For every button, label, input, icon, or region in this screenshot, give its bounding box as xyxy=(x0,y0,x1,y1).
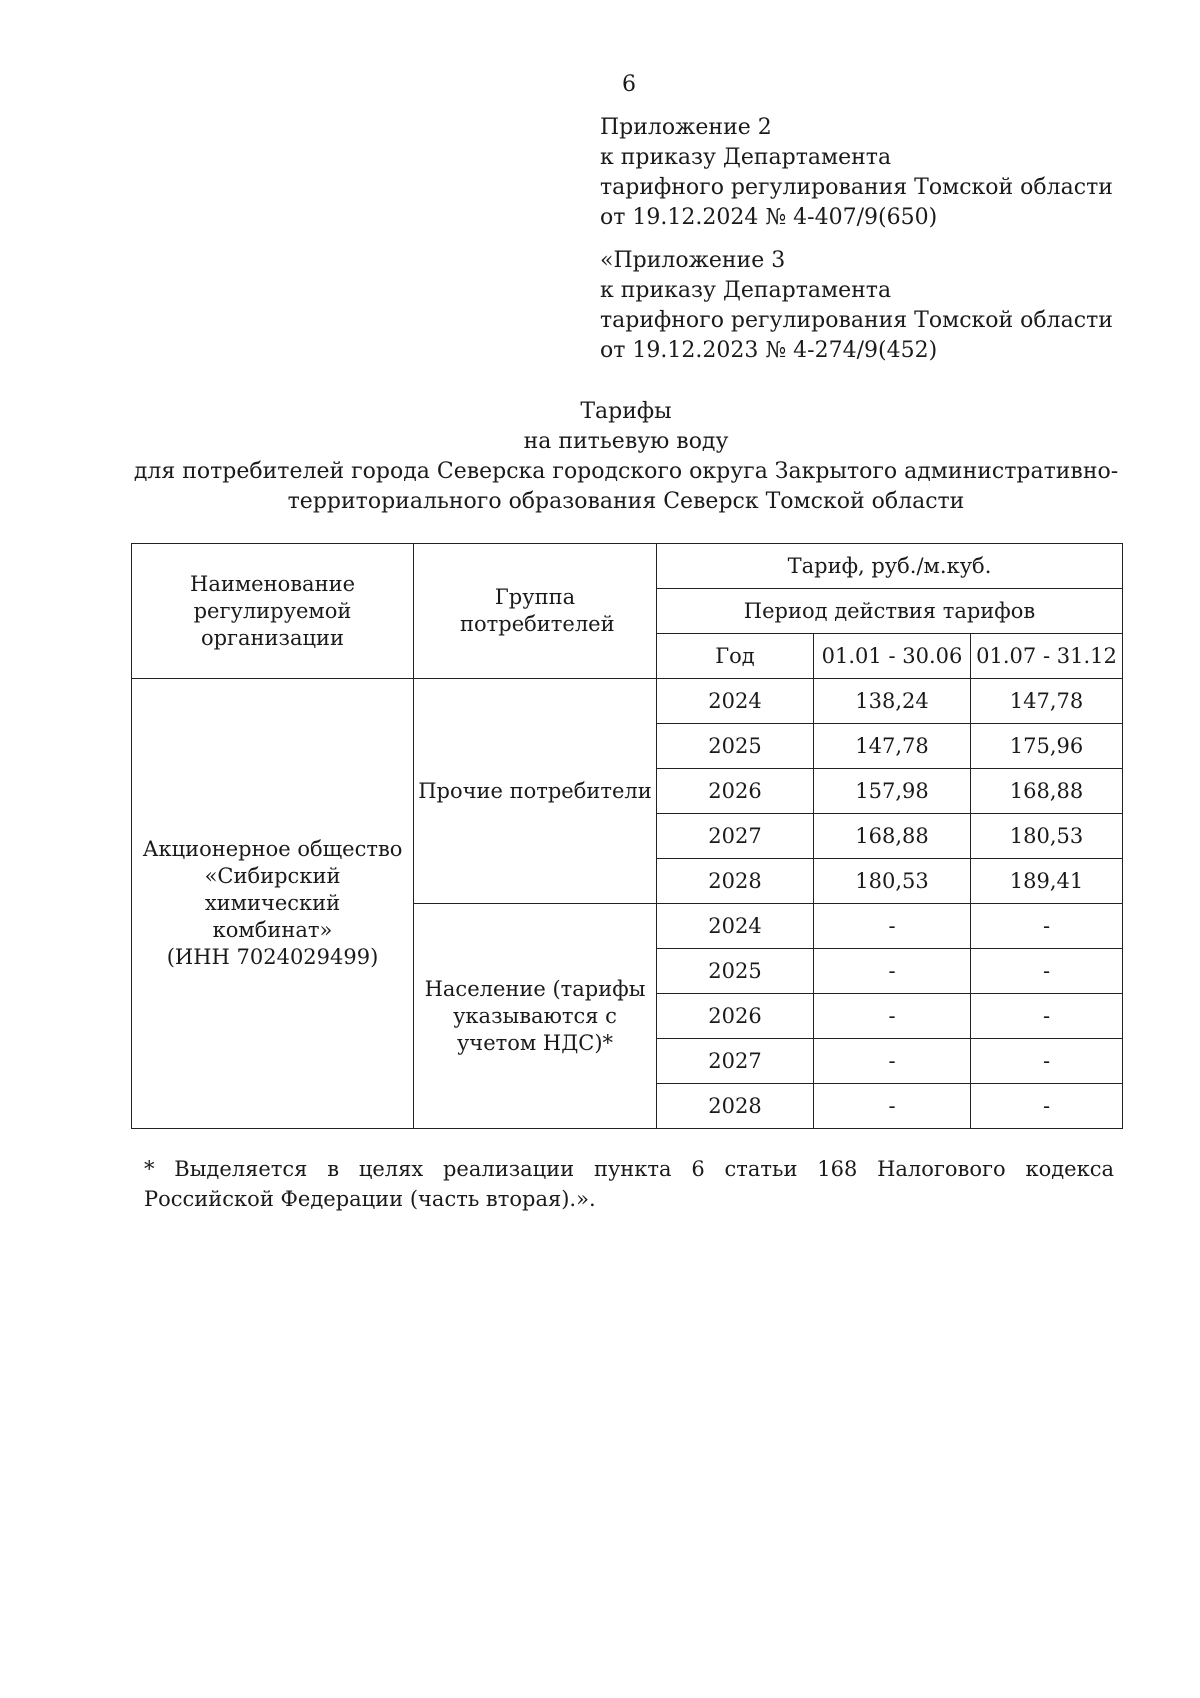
tariff-half1-cell: 138,24 xyxy=(814,679,971,724)
appendix-line: Приложение 2 xyxy=(600,115,772,140)
year-cell: 2028 xyxy=(657,859,814,904)
header-period: Период действия тарифов xyxy=(657,589,1123,634)
tariff-table xyxy=(131,543,1123,1129)
header-consumer-group-label: Группа потребителей xyxy=(460,585,615,636)
consumer-group-cell xyxy=(414,904,657,1129)
tariff-half2-cell: 180,53 xyxy=(971,814,1123,859)
header-consumer-group xyxy=(414,544,657,679)
tariff-half1-cell: - xyxy=(814,1039,971,1084)
appendix-reference-original xyxy=(600,246,1113,366)
appendix-reference-current xyxy=(600,113,1113,233)
year-cell: 2026 xyxy=(657,769,814,814)
organization-name-line: Акционерное общество xyxy=(142,837,403,861)
header-half2: 01.07 - 31.12 xyxy=(971,634,1123,679)
header-tariff: Тариф, руб./м.куб. xyxy=(657,544,1123,589)
tariff-half1-cell: - xyxy=(814,1084,971,1129)
header-half1: 01.01 - 30.06 xyxy=(814,634,971,679)
table-header-row xyxy=(132,544,1123,589)
tariff-half2-cell: - xyxy=(971,904,1123,949)
year-cell: 2026 xyxy=(657,994,814,1039)
header-year: Год xyxy=(657,634,814,679)
tariff-half1-cell: - xyxy=(814,904,971,949)
table-row xyxy=(132,679,1123,724)
organization-name-line: (ИНН 7024029499) xyxy=(166,945,379,969)
tariff-half1-cell: 168,88 xyxy=(814,814,971,859)
tariff-half2-cell: 189,41 xyxy=(971,859,1123,904)
header-org-name-label: Наименование регулируемой организации xyxy=(190,571,355,650)
consumer-group-line: указываются с xyxy=(453,1003,617,1028)
year-cell: 2027 xyxy=(657,1039,814,1084)
tariff-half1-cell: - xyxy=(814,949,971,994)
year-cell: 2024 xyxy=(657,679,814,724)
tariff-half1-cell: 157,98 xyxy=(814,769,971,814)
year-cell: 2025 xyxy=(657,724,814,769)
consumer-group-line: учетом НДС)* xyxy=(456,1030,614,1055)
organization-name-line: «Сибирский химический xyxy=(204,864,341,915)
year-cell: 2024 xyxy=(657,904,814,949)
appendix-line: тарифного регулирования Томской области xyxy=(600,308,1113,333)
appendix-line: к приказу Департамента xyxy=(600,278,892,303)
consumer-group-cell xyxy=(414,679,657,904)
tariff-half2-cell: 147,78 xyxy=(971,679,1123,724)
title-line: для потребителей города Северска городского округа Закрытого административно- xyxy=(133,459,1119,484)
year-cell: 2025 xyxy=(657,949,814,994)
tariff-half2-cell: - xyxy=(971,1039,1123,1084)
tariff-half2-cell: 168,88 xyxy=(971,769,1123,814)
appendix-line: от 19.12.2023 № 4-274/9(452) xyxy=(600,338,938,363)
tariff-half2-cell: 175,96 xyxy=(971,724,1123,769)
consumer-group-line: Прочие потребители xyxy=(418,778,652,803)
organization-name-line: комбинат» xyxy=(212,918,333,942)
appendix-line: «Приложение 3 xyxy=(600,248,786,273)
consumer-group-line: Население (тарифы xyxy=(424,976,646,1001)
page-number: 6 xyxy=(622,72,636,97)
year-cell: 2028 xyxy=(657,1084,814,1129)
appendix-line: тарифного регулирования Томской области xyxy=(600,175,1113,200)
appendix-line: к приказу Департамента xyxy=(600,145,892,170)
organization-name-cell xyxy=(132,679,414,1129)
footnote: * Выделяется в целях реализации пункта 6 статьи 168 Налогового кодекса Российской Федерации (часть вторая).». xyxy=(144,1157,1114,1211)
tariff-half2-cell: - xyxy=(971,1084,1123,1129)
year-cell: 2027 xyxy=(657,814,814,859)
title-line: территориального образования Северск Томской области xyxy=(287,489,965,514)
header-org-name xyxy=(132,544,414,679)
tariff-half1-cell: - xyxy=(814,994,971,1039)
tariff-half2-cell: - xyxy=(971,994,1123,1039)
tariff-half1-cell: 147,78 xyxy=(814,724,971,769)
tariff-half1-cell: 180,53 xyxy=(814,859,971,904)
tariff-half2-cell: - xyxy=(971,949,1123,994)
title-line: Тарифы xyxy=(580,399,672,424)
appendix-line: от 19.12.2024 № 4-407/9(650) xyxy=(600,205,938,230)
document-title xyxy=(130,397,1122,517)
title-line: на питьевую воду xyxy=(523,429,729,454)
